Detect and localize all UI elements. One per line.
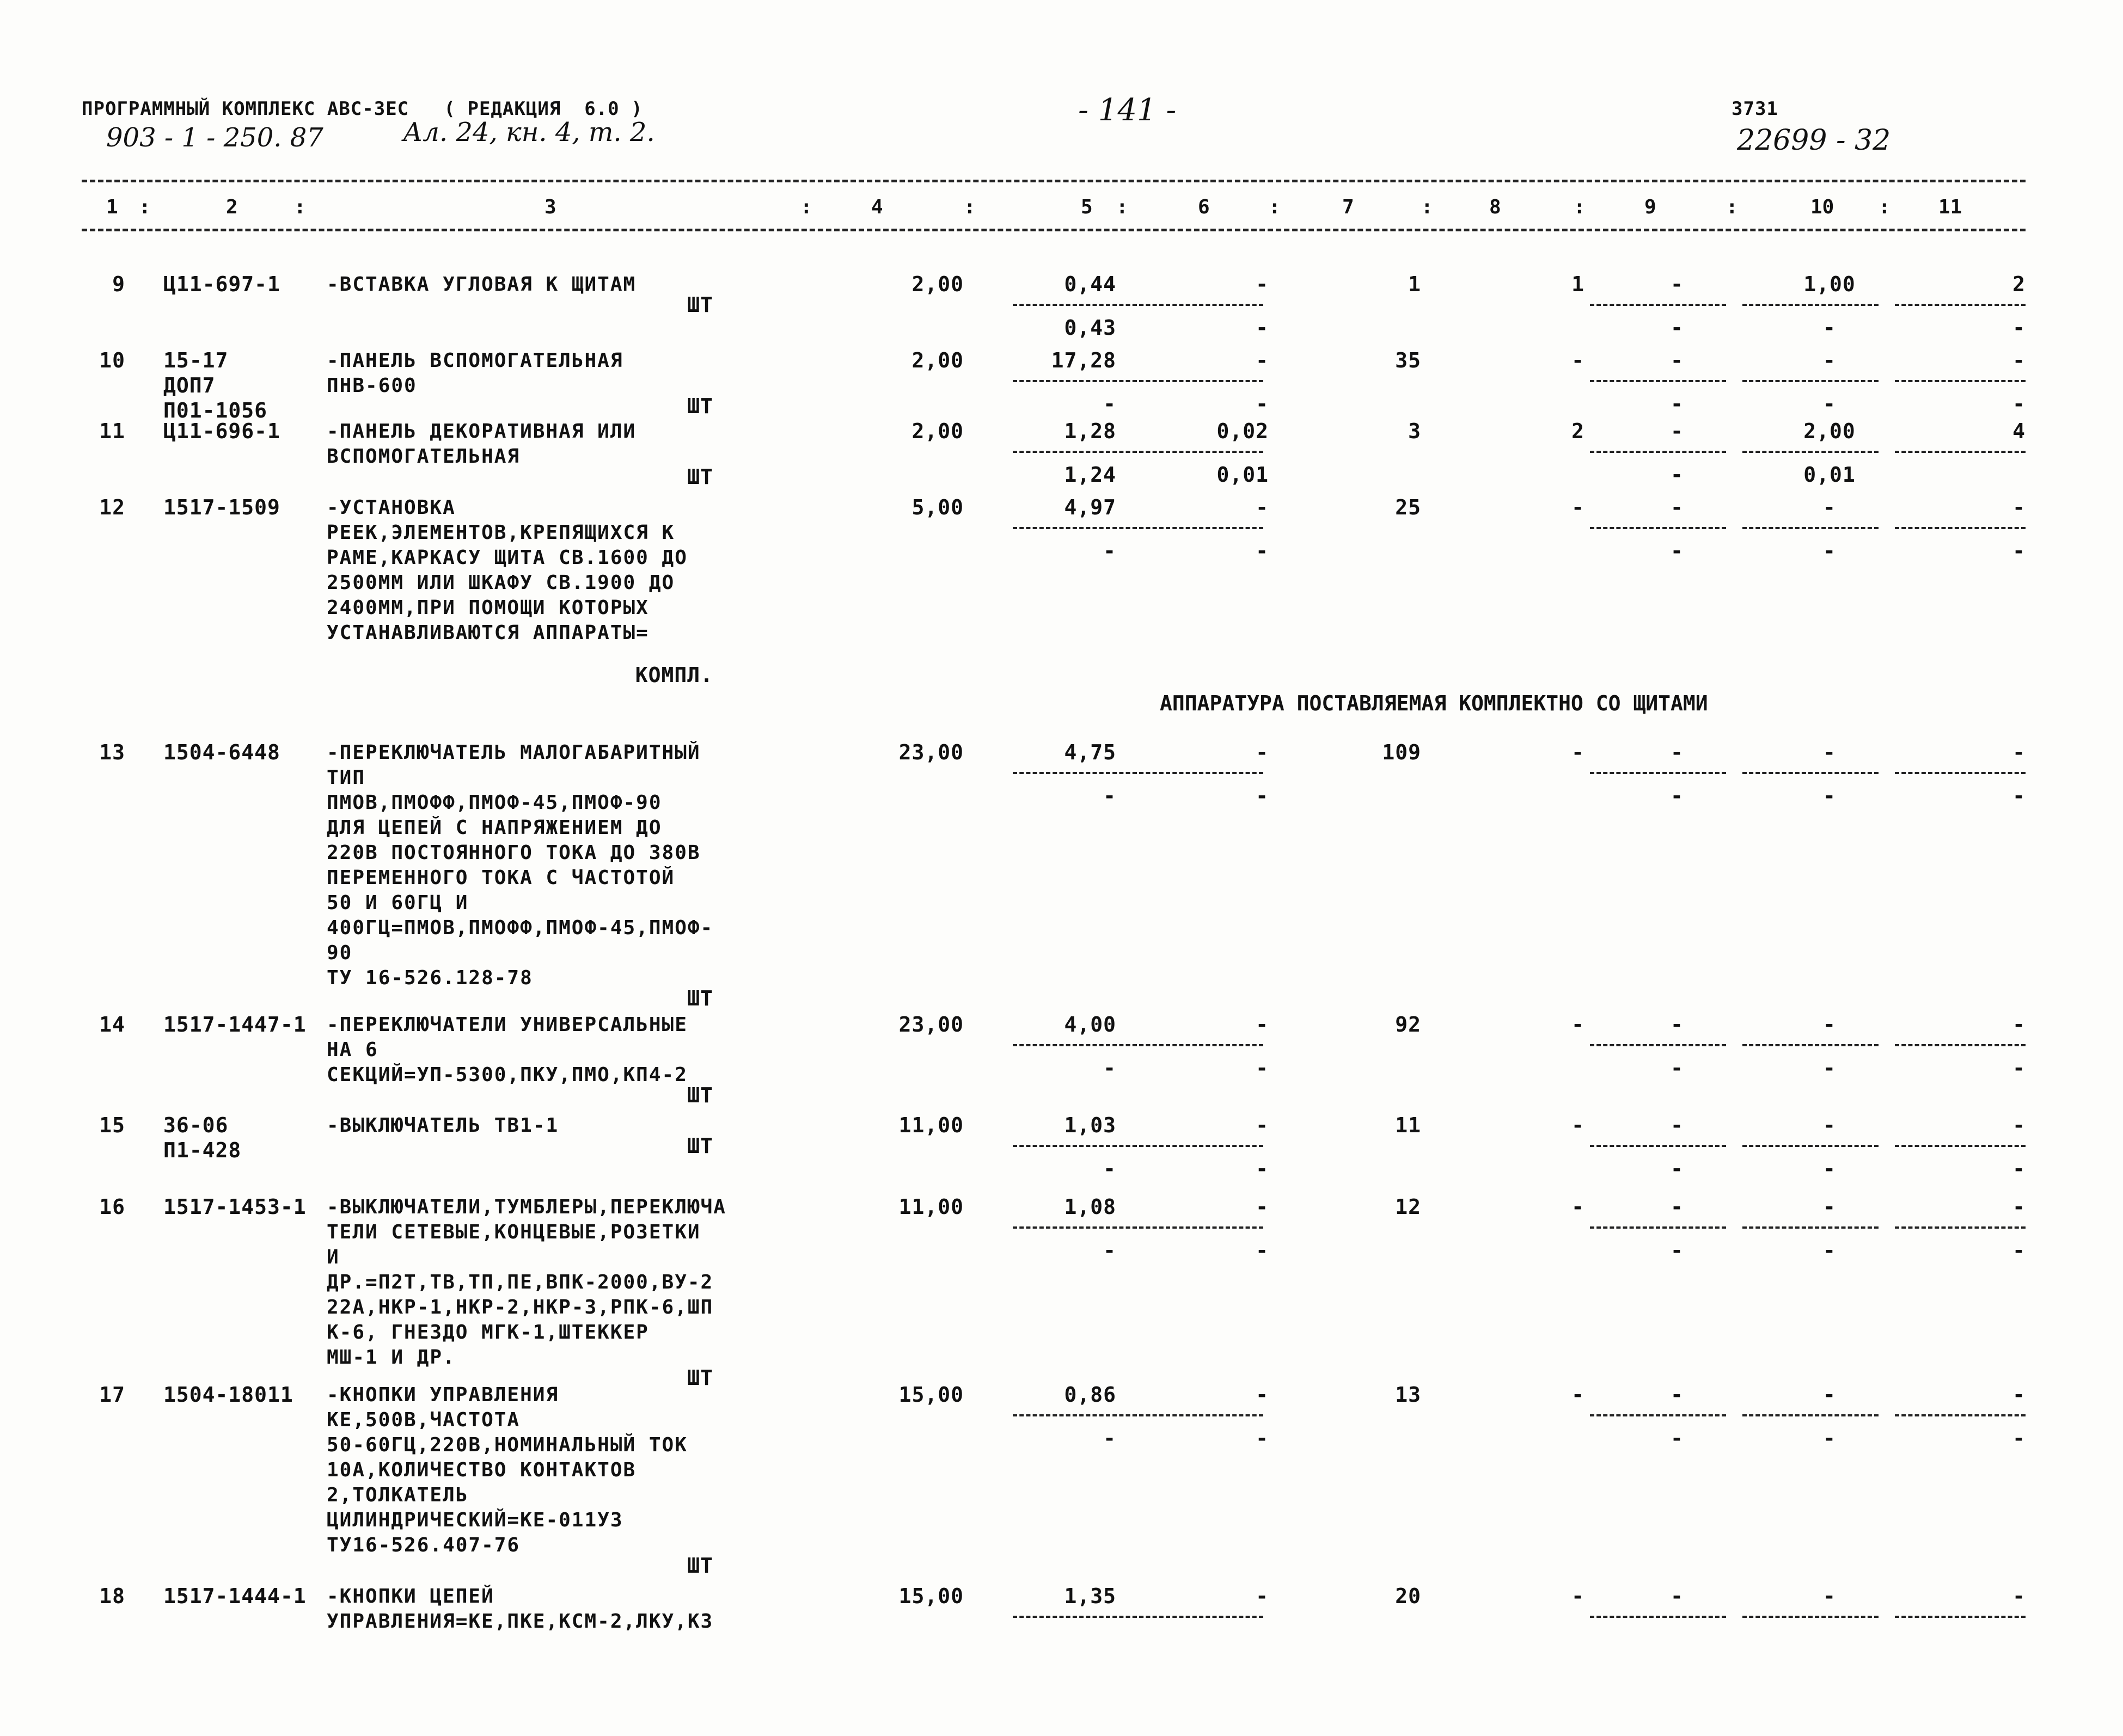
col6-value: - [1256, 1013, 1269, 1036]
row-code: Ц11-696-1 [163, 419, 280, 443]
col10-value: 2,00 [1803, 419, 1856, 443]
row-code: 1517-1447-1 [163, 1013, 307, 1036]
subtotal-divider [1133, 1226, 1263, 1229]
col10-value: - [1823, 1584, 1836, 1608]
col8-value: - [1571, 1383, 1584, 1407]
col7-value: 1 [1408, 272, 1421, 296]
subtotal-divider [1133, 772, 1263, 774]
album-reference: Ал. 24, кн. 4, т. 2. [403, 117, 655, 148]
col9-secondary: - [1671, 392, 1684, 416]
col11-value: - [2012, 1383, 2026, 1407]
code-bottom: 22699 - 32 [1737, 124, 1891, 157]
column-separator: : [139, 196, 151, 218]
row-description: ДЛЯ ЦЕПЕЙ С НАПРЯЖЕНИЕМ ДО [327, 817, 662, 839]
col4-quantity: 2,00 [911, 348, 964, 372]
subtotal-divider [1590, 527, 1726, 529]
row-code: П1-428 [163, 1138, 242, 1162]
row-description: УПРАВЛЕНИЯ=КЕ,ПКЕ,КСМ-2,ЛКУ,КЗ [327, 1610, 714, 1633]
subtotal-divider [1742, 451, 1879, 453]
col5-value: 4,97 [1064, 495, 1116, 519]
row-number: 17 [99, 1383, 125, 1407]
col10-value: 1,00 [1803, 272, 1856, 296]
row-code: 36-06 [163, 1113, 229, 1137]
subtotal-divider [1895, 380, 2026, 382]
subtotal-divider [1742, 380, 1879, 382]
code-top: 3731 [1732, 98, 1778, 120]
col4-quantity: 2,00 [911, 419, 964, 443]
row-description: ТЕЛИ СЕТЕВЫЕ,КОНЦЕВЫЕ,РОЗЕТКИ [327, 1221, 701, 1243]
column-number: 5 [1081, 196, 1093, 218]
col5-secondary: 0,43 [1064, 316, 1116, 340]
row-description: -ПАНЕЛЬ ДЕКОРАТИВНАЯ ИЛИ [327, 420, 637, 443]
col6-secondary: - [1256, 1426, 1269, 1450]
subtotal-divider [1590, 380, 1726, 382]
col11-value: - [2012, 1195, 2026, 1219]
row-code: П01-1056 [163, 398, 268, 422]
col7-value: 3 [1408, 419, 1421, 443]
col9-value: - [1671, 348, 1684, 372]
col6-secondary: - [1256, 539, 1269, 563]
col5-secondary: - [1103, 392, 1116, 416]
header-rule-top [82, 180, 2026, 182]
col8-value: - [1571, 740, 1584, 764]
subtotal-divider [1013, 527, 1143, 529]
col5-secondary: - [1103, 1238, 1116, 1262]
col6-secondary: - [1256, 1056, 1269, 1080]
subtotal-divider [1013, 380, 1143, 382]
col9-secondary: - [1671, 463, 1684, 487]
subtotal-divider [1590, 772, 1726, 774]
subtotal-divider [1133, 1145, 1263, 1147]
row-code: 1517-1444-1 [163, 1584, 307, 1608]
col8-value: - [1571, 1113, 1584, 1137]
col6-secondary: 0,01 [1216, 463, 1269, 487]
subtotal-divider [1590, 451, 1726, 453]
col11-secondary: - [2012, 316, 2026, 340]
col8-value: 1 [1571, 272, 1584, 296]
column-number: 6 [1198, 196, 1210, 218]
row-code: 1517-1509 [163, 495, 280, 519]
col6-secondary: - [1256, 1238, 1269, 1262]
col9-value: - [1671, 1195, 1684, 1219]
subtotal-divider [1895, 1414, 2026, 1416]
column-separator: : [1116, 196, 1128, 218]
col11-secondary: - [2012, 1157, 2026, 1181]
col8-value: - [1571, 1584, 1584, 1608]
project-number: 903 - 1 - 250. 87 [106, 122, 323, 153]
row-description: 2400ММ,ПРИ ПОМОЩИ КОТОРЫХ [327, 597, 649, 619]
column-number: 9 [1644, 196, 1656, 218]
row-number: 15 [99, 1113, 125, 1137]
col8-value: - [1571, 1195, 1584, 1219]
subtotal-divider [1013, 451, 1143, 453]
col4-quantity: 23,00 [898, 1013, 964, 1036]
subtotal-divider [1895, 1616, 2026, 1618]
col10-secondary: - [1823, 539, 1836, 563]
row-unit: ШТ [687, 1366, 713, 1390]
row-description: -ПАНЕЛЬ ВСПОМОГАТЕЛЬНАЯ [327, 349, 623, 372]
col9-value: - [1671, 1113, 1684, 1137]
col10-secondary: - [1823, 1056, 1836, 1080]
subtotal-divider [1133, 451, 1263, 453]
row-description: 50 И 60ГЦ И [327, 892, 469, 914]
subtotal-divider [1742, 527, 1879, 529]
row-code: 1504-18011 [163, 1383, 293, 1407]
row-description: -КНОПКИ ЦЕПЕЙ [327, 1585, 494, 1608]
subtotal-divider [1895, 1044, 2026, 1046]
row-description: 2500ММ ИЛИ ШКАФУ СВ.1900 ДО [327, 572, 675, 594]
column-separator: : [964, 196, 976, 218]
col5-secondary: - [1103, 784, 1116, 808]
subtotal-divider [1742, 1145, 1879, 1147]
subtotal-divider [1895, 1226, 2026, 1229]
col7-value: 109 [1382, 740, 1421, 764]
row-unit: ШТ [687, 293, 713, 317]
row-code: ДОП7 [163, 373, 216, 397]
subtotal-divider [1133, 1414, 1263, 1416]
col9-value: - [1671, 1584, 1684, 1608]
col11-value: - [2012, 740, 2026, 764]
col11-value: - [2012, 495, 2026, 519]
row-description: ВСПОМОГАТЕЛЬНАЯ [327, 445, 521, 468]
col5-value: 17,28 [1051, 348, 1116, 372]
col7-value: 35 [1395, 348, 1421, 372]
col4-quantity: 11,00 [898, 1113, 964, 1137]
col7-value: 92 [1395, 1013, 1421, 1036]
subtotal-divider [1895, 527, 2026, 529]
row-description: -УСТАНОВКА [327, 496, 456, 519]
row-code: 1517-1453-1 [163, 1195, 307, 1219]
row-unit: КОМПЛ. [635, 663, 713, 687]
program-header: ПРОГРАММНЫЙ КОМПЛЕКС АВС-ЗЕС ( РЕДАКЦИЯ 6.0 ) [82, 98, 643, 120]
row-description: НА 6 [327, 1039, 378, 1061]
row-description: -ВЫКЛЮЧАТЕЛИ,ТУМБЛЕРЫ,ПЕРЕКЛЮЧА [327, 1196, 726, 1218]
subtotal-divider [1590, 1044, 1726, 1046]
row-description: ТУ16-526.407-76 [327, 1534, 521, 1556]
col4-quantity: 11,00 [898, 1195, 964, 1219]
row-number: 13 [99, 740, 125, 764]
column-separator: : [1269, 196, 1281, 218]
row-code: 1504-6448 [163, 740, 280, 764]
row-description: И [327, 1246, 340, 1268]
column-number: 3 [544, 196, 556, 218]
col6-secondary: - [1256, 316, 1269, 340]
row-number: 11 [99, 419, 125, 443]
row-description: -ПЕРЕКЛЮЧАТЕЛЬ МАЛОГАБАРИТНЫЙ [327, 741, 701, 764]
row-description: 90 [327, 942, 353, 964]
subtotal-divider [1895, 1145, 2026, 1147]
row-description: -ПЕРЕКЛЮЧАТЕЛИ УНИВЕРСАЛЬНЫЕ [327, 1014, 688, 1036]
col9-secondary: - [1671, 784, 1684, 808]
col9-secondary: - [1671, 1238, 1684, 1262]
row-number: 12 [99, 495, 125, 519]
col8-value: - [1571, 348, 1584, 372]
subtotal-divider [1590, 1145, 1726, 1147]
row-code: 15-17 [163, 348, 229, 372]
col10-secondary: - [1823, 1238, 1836, 1262]
col5-secondary: - [1103, 1056, 1116, 1080]
column-number: 2 [226, 196, 238, 218]
row-number: 14 [99, 1013, 125, 1036]
col11-value: - [2012, 1584, 2026, 1608]
col5-value: 0,44 [1064, 272, 1116, 296]
column-number: 1 [106, 196, 118, 218]
row-number: 9 [112, 272, 125, 296]
row-description: ПНВ-600 [327, 375, 417, 397]
row-code: Ц11-697-1 [163, 272, 280, 296]
col8-value: - [1571, 495, 1584, 519]
col5-value: 1,03 [1064, 1113, 1116, 1137]
row-description: МШ-1 И ДР. [327, 1346, 456, 1369]
row-description: КЕ,500В,ЧАСТОТА [327, 1409, 521, 1431]
col10-value: - [1823, 495, 1836, 519]
subtotal-divider [1590, 1616, 1726, 1618]
subtotal-divider [1013, 1044, 1143, 1046]
row-description: К-6, ГНЕЗДО МГК-1,ШТЕККЕР [327, 1321, 649, 1344]
row-number: 16 [99, 1195, 125, 1219]
row-description: 10А,КОЛИЧЕСТВО КОНТАКТОВ [327, 1459, 637, 1481]
col6-value: - [1256, 272, 1269, 296]
col5-value: 0,86 [1064, 1383, 1116, 1407]
col11-value: 2 [2012, 272, 2026, 296]
col10-value: - [1823, 1383, 1836, 1407]
col9-secondary: - [1671, 1056, 1684, 1080]
page-number: - 141 - [1078, 93, 1177, 128]
subtotal-divider [1013, 1226, 1143, 1229]
col10-secondary: 0,01 [1803, 463, 1856, 487]
col5-secondary: - [1103, 539, 1116, 563]
col7-value: 25 [1395, 495, 1421, 519]
col5-value: 1,35 [1064, 1584, 1116, 1608]
row-unit: ШТ [687, 1083, 713, 1107]
col6-value: - [1256, 495, 1269, 519]
col8-value: 2 [1571, 419, 1584, 443]
row-description: 2,ТОЛКАТЕЛЬ [327, 1484, 469, 1506]
col5-value: 1,08 [1064, 1195, 1116, 1219]
col10-value: - [1823, 348, 1836, 372]
col6-secondary: - [1256, 1157, 1269, 1181]
subtotal-divider [1013, 1145, 1143, 1147]
header-rule-bottom [82, 229, 2026, 231]
col10-secondary: - [1823, 392, 1836, 416]
col9-secondary: - [1671, 316, 1684, 340]
col10-value: - [1823, 1113, 1836, 1137]
column-separator: : [1421, 196, 1433, 218]
col6-secondary: - [1256, 392, 1269, 416]
col5-secondary: 1,24 [1064, 463, 1116, 487]
col4-quantity: 23,00 [898, 740, 964, 764]
col4-quantity: 5,00 [911, 495, 964, 519]
row-description: -ВСТАВКА УГЛОВАЯ К ЩИТАМ [327, 273, 637, 296]
row-description: 22А,НКР-1,НКР-2,НКР-3,РПК-6,ШП [327, 1296, 714, 1318]
col5-secondary: - [1103, 1426, 1116, 1450]
col10-value: - [1823, 1195, 1836, 1219]
col7-value: 13 [1395, 1383, 1421, 1407]
column-separator: : [1879, 196, 1890, 218]
column-number: 7 [1342, 196, 1354, 218]
col8-value: - [1571, 1013, 1584, 1036]
row-description: -ВЫКЛЮЧАТЕЛЬ ТВ1-1 [327, 1114, 559, 1137]
col9-value: - [1671, 740, 1684, 764]
col11-secondary: - [2012, 539, 2026, 563]
row-description: ДР.=П2Т,ТВ,ТП,ПЕ,ВПК-2000,ВУ-2 [327, 1271, 714, 1293]
subtotal-divider [1133, 527, 1263, 529]
subtotal-divider [1013, 1414, 1143, 1416]
section-title: АППАРАТУРА ПОСТАВЛЯЕМАЯ КОМПЛЕКТНО СО ЩИТАМИ [1160, 691, 1708, 715]
col9-secondary: - [1671, 539, 1684, 563]
row-number: 18 [99, 1584, 125, 1608]
col10-secondary: - [1823, 1426, 1836, 1450]
column-separator: : [294, 196, 306, 218]
col6-value: 0,02 [1216, 419, 1269, 443]
col6-value: - [1256, 348, 1269, 372]
col4-quantity: 15,00 [898, 1383, 964, 1407]
subtotal-divider [1895, 451, 2026, 453]
row-description: 50-60ГЦ,220В,НОМИНАЛЬНЫЙ ТОК [327, 1434, 688, 1456]
col9-secondary: - [1671, 1426, 1684, 1450]
subtotal-divider [1742, 1616, 1879, 1618]
row-number: 10 [99, 348, 125, 372]
row-description: ЦИЛИНДРИЧЕСКИЙ=КЕ-011УЗ [327, 1509, 623, 1531]
col10-secondary: - [1823, 1157, 1836, 1181]
row-description: РАМЕ,КАРКАСУ ЩИТА СВ.1600 ДО [327, 547, 688, 569]
col6-value: - [1256, 1195, 1269, 1219]
row-description: ТУ 16-526.128-78 [327, 967, 533, 989]
column-number: 4 [871, 196, 883, 218]
row-description: ПМОВ,ПМОФФ,ПМОФ-45,ПМОФ-90 [327, 792, 662, 814]
col11-value: - [2012, 348, 2026, 372]
col6-value: - [1256, 1383, 1269, 1407]
col7-value: 20 [1395, 1584, 1421, 1608]
column-separator: : [800, 196, 812, 218]
subtotal-divider [1742, 304, 1879, 306]
col9-value: - [1671, 1383, 1684, 1407]
subtotal-divider [1133, 1044, 1263, 1046]
subtotal-divider [1742, 772, 1879, 774]
subtotal-divider [1013, 772, 1143, 774]
subtotal-divider [1133, 380, 1263, 382]
col6-value: - [1256, 740, 1269, 764]
col9-value: - [1671, 272, 1684, 296]
col11-value: - [2012, 1113, 2026, 1137]
column-number: 11 [1938, 196, 1962, 218]
subtotal-divider [1590, 1414, 1726, 1416]
col10-secondary: - [1823, 316, 1836, 340]
row-unit: ШТ [687, 394, 713, 418]
subtotal-divider [1590, 1226, 1726, 1229]
col4-quantity: 2,00 [911, 272, 964, 296]
col5-value: 1,28 [1064, 419, 1116, 443]
col11-secondary: - [2012, 1238, 2026, 1262]
row-description: ТИП [327, 766, 366, 789]
column-separator: : [1726, 196, 1738, 218]
col6-value: - [1256, 1113, 1269, 1137]
row-unit: ШТ [687, 465, 713, 489]
col10-value: - [1823, 1013, 1836, 1036]
col9-value: - [1671, 419, 1684, 443]
subtotal-divider [1742, 1414, 1879, 1416]
row-description: ПЕРЕМЕННОГО ТОКА С ЧАСТОТОЙ [327, 867, 675, 889]
col7-value: 12 [1395, 1195, 1421, 1219]
subtotal-divider [1895, 304, 2026, 306]
row-description: СЕКЦИЙ=УП-5300,ПКУ,ПМО,КП4-2 [327, 1064, 688, 1086]
col5-secondary: - [1103, 1157, 1116, 1181]
col11-secondary: - [2012, 1426, 2026, 1450]
column-number: 8 [1489, 196, 1501, 218]
row-description: 400ГЦ=ПМОВ,ПМОФФ,ПМОФ-45,ПМОФ- [327, 917, 714, 939]
col11-secondary: - [2012, 392, 2026, 416]
subtotal-divider [1013, 1616, 1143, 1618]
col9-value: - [1671, 1013, 1684, 1036]
subtotal-divider [1133, 1616, 1263, 1618]
row-description: РЕЕК,ЭЛЕМЕНТОВ,КРЕПЯЩИХСЯ К [327, 522, 675, 544]
col5-value: 4,75 [1064, 740, 1116, 764]
row-unit: ШТ [687, 1554, 713, 1578]
col11-value: - [2012, 1013, 2026, 1036]
subtotal-divider [1133, 304, 1263, 306]
col9-secondary: - [1671, 1157, 1684, 1181]
col10-secondary: - [1823, 784, 1836, 808]
col9-value: - [1671, 495, 1684, 519]
column-separator: : [1574, 196, 1586, 218]
col11-secondary: - [2012, 784, 2026, 808]
col11-value: 4 [2012, 419, 2026, 443]
row-description: УСТАНАВЛИВАЮТСЯ АППАРАТЫ= [327, 622, 649, 644]
subtotal-divider [1742, 1226, 1879, 1229]
col5-value: 4,00 [1064, 1013, 1116, 1036]
col7-value: 11 [1395, 1113, 1421, 1137]
row-description: 220В ПОСТОЯННОГО ТОКА ДО 380В [327, 842, 701, 864]
col10-value: - [1823, 740, 1836, 764]
subtotal-divider [1590, 304, 1726, 306]
row-unit: ШТ [687, 986, 713, 1010]
column-number: 10 [1810, 196, 1834, 218]
subtotal-divider [1742, 1044, 1879, 1046]
col4-quantity: 15,00 [898, 1584, 964, 1608]
row-unit: ШТ [687, 1134, 713, 1158]
col6-value: - [1256, 1584, 1269, 1608]
col11-secondary: - [2012, 1056, 2026, 1080]
row-description: -КНОПКИ УПРАВЛЕНИЯ [327, 1384, 559, 1406]
subtotal-divider [1013, 304, 1143, 306]
col6-secondary: - [1256, 784, 1269, 808]
subtotal-divider [1895, 772, 2026, 774]
